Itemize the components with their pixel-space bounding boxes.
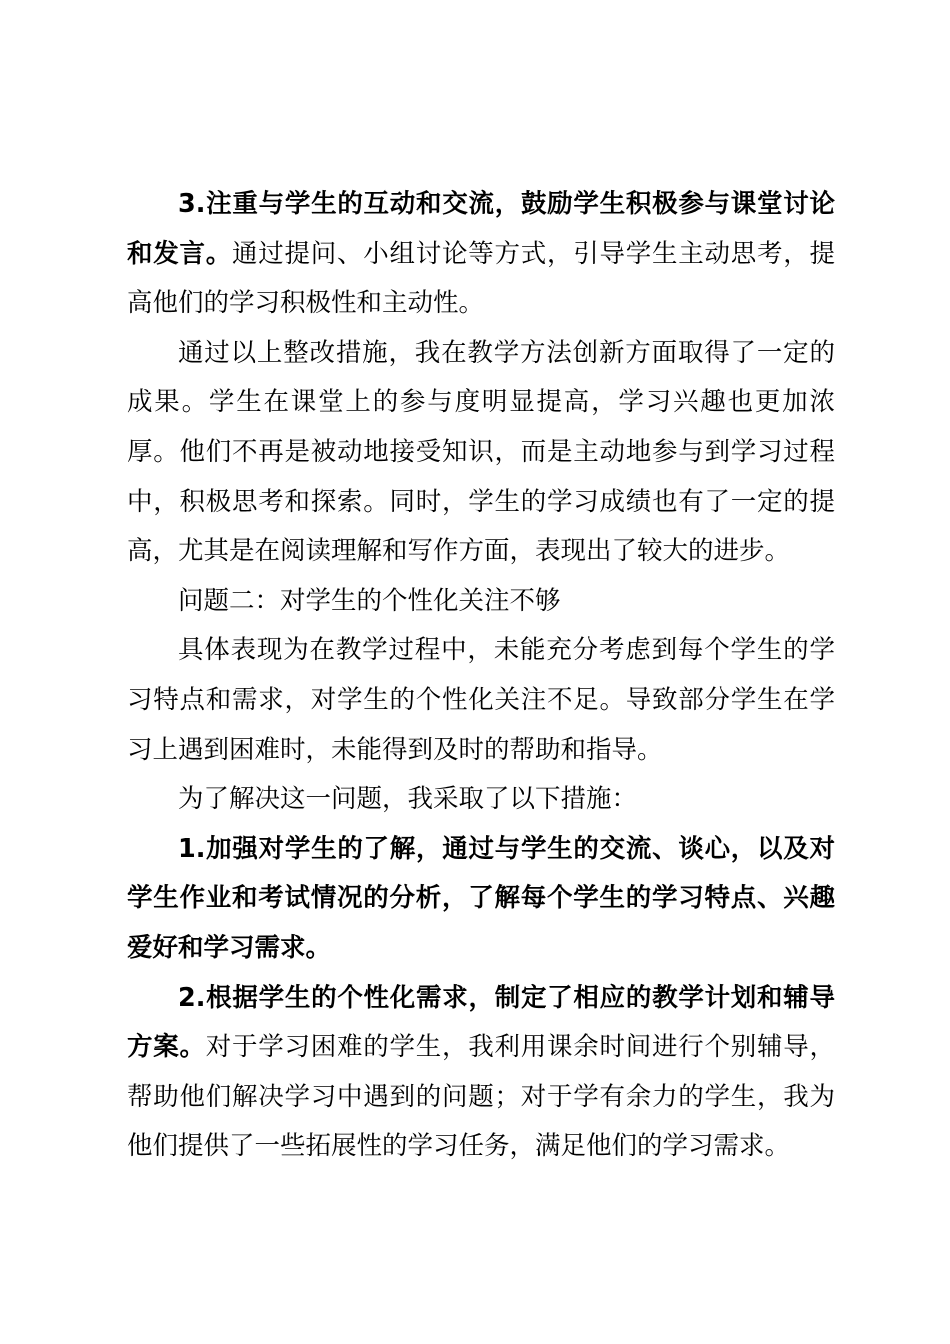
paragraph-text: 为了解决这一问题，我采取了以下措施： [178,784,638,815]
paragraph-text: 问题二：对学生的个性化关注不够 [178,585,561,616]
paragraph-measure-1 [127,825,835,974]
paragraph-text: 对于学习困难的学生，我利用课余时间进行个别辅导，帮助他们解决学习中遇到的问题；对于学有余力的学生，我为他们提供了一些拓展性的学习任务，满足他们的学习需求。 [127,1032,835,1162]
paragraph-text: 通过提问、小组讨论等方式，引导学生主动思考，提高他们的学习积极性和主动性。 [127,238,835,319]
paragraph-measures-intro [127,775,835,825]
paragraph-problem-two-heading [127,577,835,627]
paragraph-measure-2 [127,974,835,1172]
paragraph-results [127,329,835,577]
paragraph-measure-3 [127,180,835,329]
paragraph-bold-lead: 2.根据学生的个性化需求，制定了相应的教学计划和辅导方案。 [127,982,835,1063]
document-body [127,180,835,1172]
paragraph-text: 具体表现为在教学过程中，未能充分考虑到每个学生的学习特点和需求，对学生的个性化关注不足。导致部分学生在学习上遇到困难时，未能得到及时的帮助和指导。 [127,635,835,765]
paragraph-text: 通过以上整改措施，我在教学方法创新方面取得了一定的成果。学生在课堂上的参与度明显提高，学习兴趣也更加浓厚。他们不再是被动地接受知识，而是主动地参与到学习过程中，积极思考和探索。同时，学生的学习成绩也有了一定的提高，尤其是在阅读理解和写作方面，表现出了较大的进步。 [127,337,835,567]
paragraph-bold-lead: 1.加强对学生的了解，通过与学生的交流、谈心，以及对学生作业和考试情况的分析，了解每个学生的学习特点、兴趣爱好和学习需求。 [127,833,835,963]
paragraph-bold-lead: 3.注重与学生的互动和交流，鼓励学生积极参与课堂讨论和发言。 [127,189,835,269]
paragraph-problem-two-description [127,626,835,775]
